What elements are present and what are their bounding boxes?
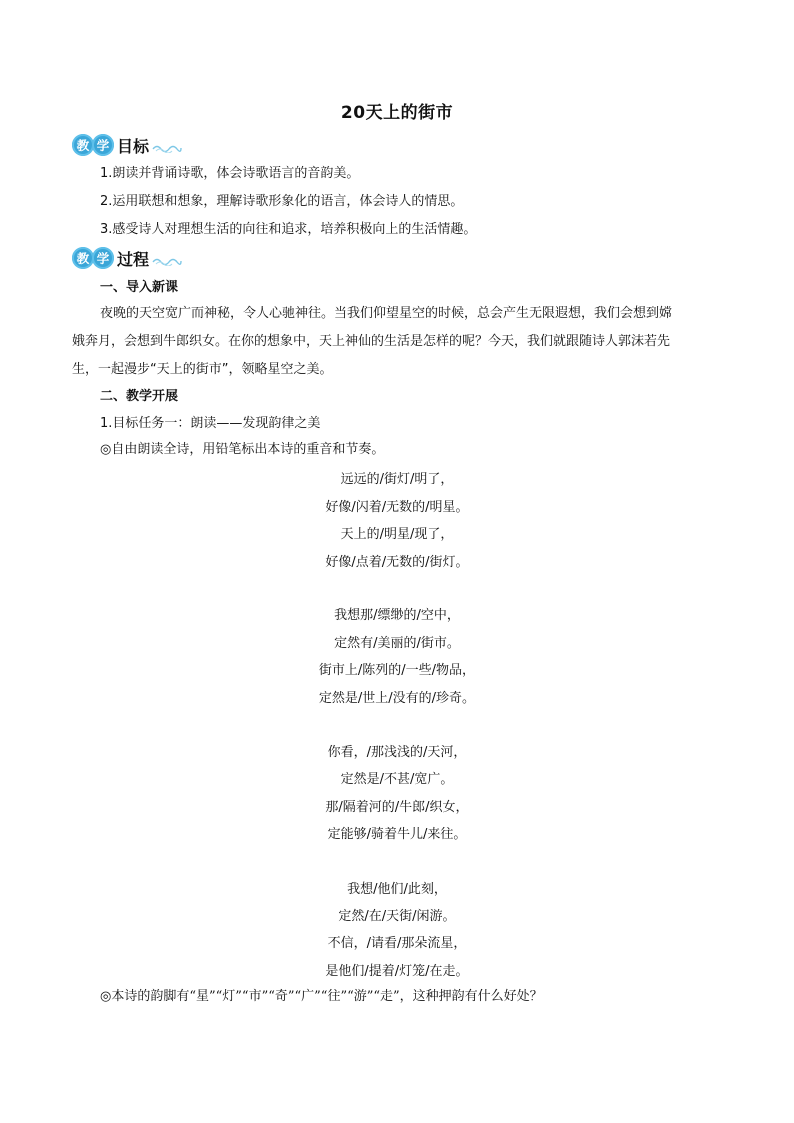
poem-line: 定然是/世上/没有的/珍奇。 [318,691,476,706]
section-heading: 过程 [117,249,150,269]
poem-line: 那/隔着河的/牛郎/织女， [325,800,469,815]
swirl-decoration-icon [152,256,182,266]
objective-item: 3.感受诗人对理想生活的向往和追求，培养积极向上的生活情趣。 [100,222,477,237]
section-badge [72,247,114,269]
question-prompt: ◎本诗的韵脚有“星”“灯”“市”“奇”“广”“往”“游”“走”，这种押韵有什么好处？ [100,989,543,1004]
objective-item: 2.运用联想和想象，理解诗歌形象化的语言，体会诗人的情思。 [100,194,464,209]
task-heading: 1.目标任务一：朗读——发现韵律之美 [100,416,321,431]
poem-line: 远远的/街灯/明了， [340,472,454,487]
badge-char: 教 [72,247,94,269]
part-heading: 二、教学开展 [100,389,179,404]
poem-line: 定然/在/天街/闲游。 [338,909,456,924]
intro-paragraph [72,300,722,384]
section-heading: 目标 [117,136,150,156]
paragraph-line: 夜晚的天空宽广而神秘，令人心驰神往。当我们仰望星空的时候，总会产生无限遐想，我们会想到嫦 [100,306,673,321]
badge-char: 学 [92,247,114,269]
paragraph-line: 生，一起漫步“天上的街市”，领略星空之美。 [72,362,333,377]
page-title: 20天上的街市 [340,103,454,123]
poem-line: 定能够/骑着牛儿/来往。 [327,827,467,842]
poem-line: 我想/他们/此刻， [347,882,447,897]
section-objectives-header [72,133,182,157]
question-prompt: ◎自由朗读全诗，用铅笔标出本诗的重音和节奏。 [100,442,385,457]
poem-line: 好像/点着/无数的/街灯。 [325,555,469,570]
poem-line: 我想那/缥缈的/空中， [334,608,460,623]
part-heading: 一、导入新课 [100,280,179,295]
poem-line: 好像/闪着/无数的/明星。 [325,500,469,515]
badge-char: 教 [72,134,94,156]
swirl-decoration-icon [152,143,182,153]
section-process-header [72,246,182,270]
poem-line: 你看，/那浅浅的/天河， [327,745,467,760]
poem-line: 天上的/明星/现了， [340,527,454,542]
paragraph-line: 娥奔月，会想到牛郎织女。在你的想象中，天上神仙的生活是怎样的呢？今天，我们就跟随诗人郭沫若先 [72,334,671,349]
poem-line: 定然有/美丽的/街市。 [334,636,460,651]
poem-line: 定然是/不甚/宽广。 [340,772,454,787]
badge-char: 学 [92,134,114,156]
objective-item: 1.朗读并背诵诗歌，体会诗歌语言的音韵美。 [100,166,360,181]
poem-line: 不信，/请看/那朵流星， [327,936,467,951]
poem-line: 街市上/陈列的/一些/物品， [318,663,476,678]
section-badge [72,134,114,156]
poem-line: 是他们/提着/灯笼/在走。 [325,964,469,979]
